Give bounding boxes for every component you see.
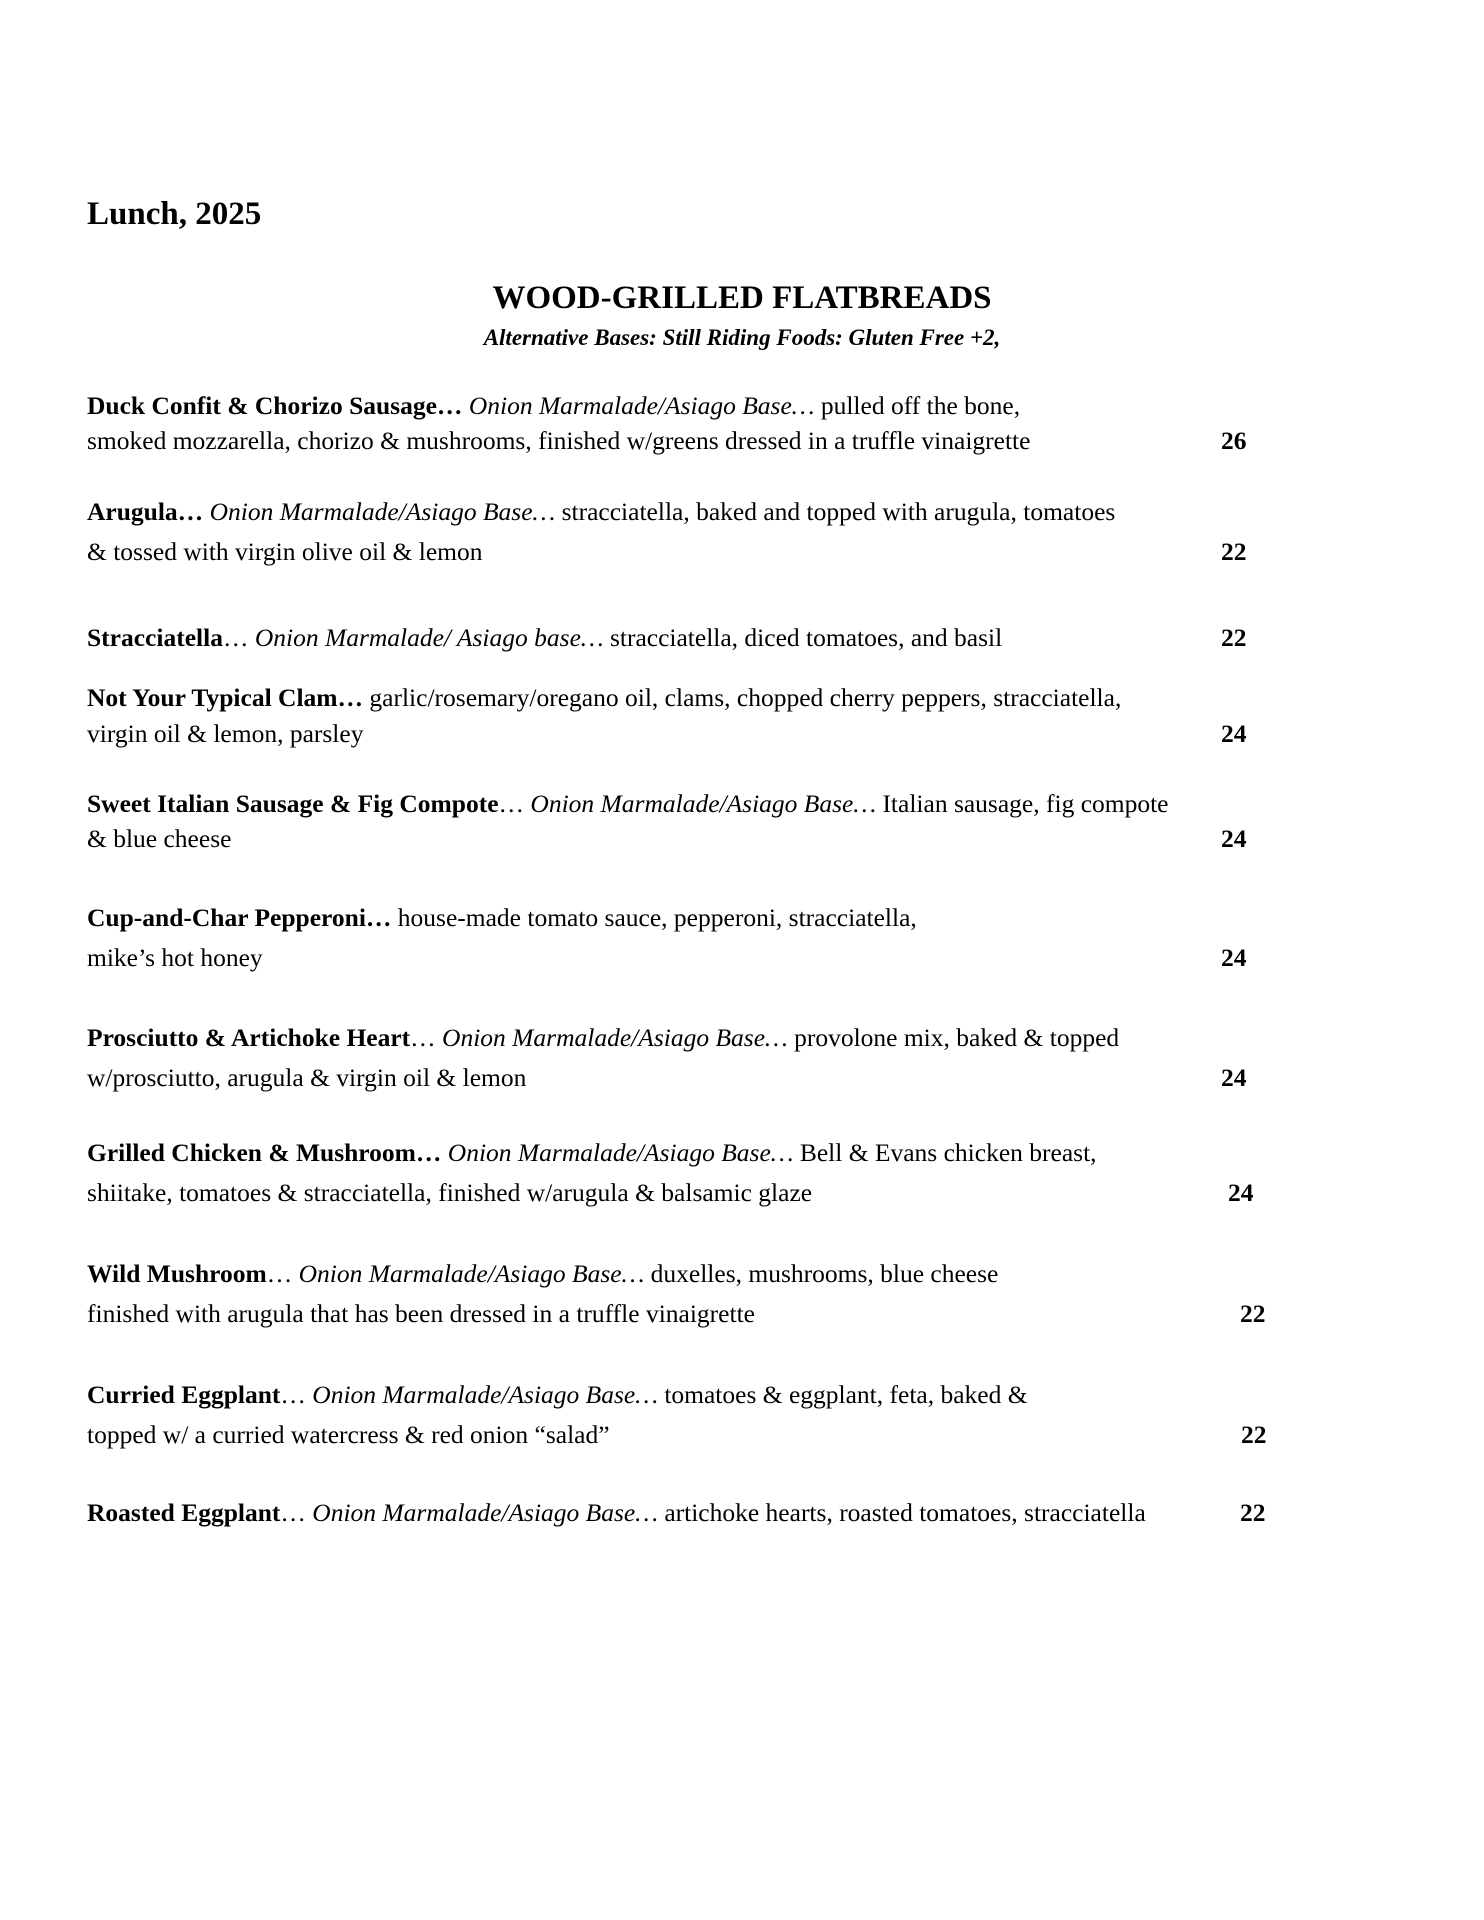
menu-item: [87, 1140, 1267, 1215]
item-description: artichoke hearts, roasted tomatoes, stracciatella: [657, 1498, 1146, 1527]
item-description: shiitake, tomatoes & stracciatella, finished w/arugula & balsamic glaze: [87, 1178, 813, 1207]
menu-item: [87, 1500, 1267, 1535]
item-name: Prosciutto & Artichoke Heart: [87, 1023, 411, 1052]
item-name: Stracciatella: [87, 623, 223, 652]
item-base: Onion Marmalade/Asiago Base…: [441, 1138, 794, 1167]
item-separator: …: [410, 1023, 443, 1052]
item-description: w/prosciutto, arugula & virgin oil & lemon: [87, 1063, 527, 1092]
item-description: pulled off the bone,: [814, 391, 1021, 420]
item-base: Onion Marmalade/ Asiago base…: [254, 623, 604, 652]
item-description: tomatoes & eggplant, feta, baked &: [657, 1380, 1028, 1409]
menu-item: [87, 685, 1267, 755]
item-price: 24: [1228, 1178, 1254, 1207]
item-name: Duck Confit & Chorizo Sausage…: [87, 391, 463, 420]
item-description: mike’s hot honey: [87, 943, 263, 972]
item-price: 26: [1221, 426, 1247, 455]
menu-item: [87, 625, 1267, 660]
item-price: 24: [1221, 719, 1247, 748]
item-separator: …: [498, 789, 531, 818]
item-base: Onion Marmalade/Asiago Base…: [298, 1259, 645, 1288]
page-title: Lunch, 2025: [87, 196, 262, 232]
item-price: 22: [1241, 1420, 1267, 1449]
item-price: 24: [1221, 943, 1247, 972]
item-description: smoked mozzarella, chorizo & mushrooms, finished w/greens dressed in a truffle vinaigrette: [87, 426, 1031, 455]
item-description: house-made tomato sauce, pepperoni, stracciatella,: [391, 903, 917, 932]
item-base: Onion Marmalade/Asiago Base…: [203, 497, 556, 526]
item-separator: …: [280, 1380, 313, 1409]
item-separator: …: [222, 623, 255, 652]
item-name: Sweet Italian Sausage & Fig Compote: [87, 789, 499, 818]
menu-item: [87, 791, 1267, 861]
item-price: 22: [1240, 1299, 1266, 1328]
item-description: & blue cheese: [87, 824, 232, 853]
item-description: Italian sausage, fig compote: [876, 789, 1169, 818]
item-separator: …: [280, 1498, 313, 1527]
item-description: duxelles, mushrooms, blue cheese: [644, 1259, 999, 1288]
item-price: 24: [1221, 1063, 1247, 1092]
item-name: Arugula…: [87, 497, 204, 526]
item-description: Bell & Evans chicken breast,: [793, 1138, 1097, 1167]
item-description: topped w/ a curried watercress & red onion “salad”: [87, 1420, 610, 1449]
item-description: & tossed with virgin olive oil & lemon: [87, 537, 483, 566]
item-description: virgin oil & lemon, parsley: [87, 719, 364, 748]
item-name: Cup-and-Char Pepperoni…: [87, 903, 392, 932]
item-description: stracciatella, baked and topped with arugula, tomatoes: [555, 497, 1116, 526]
item-name: Grilled Chicken & Mushroom…: [87, 1138, 442, 1167]
item-price: 22: [1240, 1498, 1266, 1527]
item-name: Wild Mushroom: [87, 1259, 267, 1288]
item-price: 24: [1221, 824, 1247, 853]
item-name: Roasted Eggplant: [87, 1498, 281, 1527]
menu-item: [87, 905, 1267, 980]
menu-item: [87, 393, 1267, 463]
item-price: 22: [1221, 623, 1247, 652]
item-price: 22: [1221, 537, 1247, 566]
item-base: Onion Marmalade/Asiago Base…: [312, 1498, 658, 1527]
menu-item: [87, 1382, 1267, 1457]
item-base: Onion Marmalade/Asiago Base…: [462, 391, 815, 420]
item-base: Onion Marmalade/Asiago Base…: [312, 1380, 658, 1409]
item-description: garlic/rosemary/oregano oil, clams, chopped cherry peppers, stracciatella,: [363, 683, 1122, 712]
item-base: Onion Marmalade/Asiago Base…: [442, 1023, 788, 1052]
section-subtitle: Alternative Bases: Still Riding Foods: Gluten Free +2,: [483, 325, 1001, 350]
item-separator: …: [266, 1259, 299, 1288]
item-description: finished with arugula that has been dressed in a truffle vinaigrette: [87, 1299, 755, 1328]
item-name: Not Your Typical Clam…: [87, 683, 364, 712]
menu-item: [87, 1261, 1267, 1336]
menu-item: [87, 499, 1267, 574]
item-description: provolone mix, baked & topped: [787, 1023, 1120, 1052]
item-base: Onion Marmalade/Asiago Base…: [530, 789, 877, 818]
item-description: stracciatella, diced tomatoes, and basil: [603, 623, 1003, 652]
menu-item: [87, 1025, 1267, 1100]
section-title: WOOD-GRILLED FLATBREADS: [492, 280, 992, 316]
item-name: Curried Eggplant: [87, 1380, 281, 1409]
